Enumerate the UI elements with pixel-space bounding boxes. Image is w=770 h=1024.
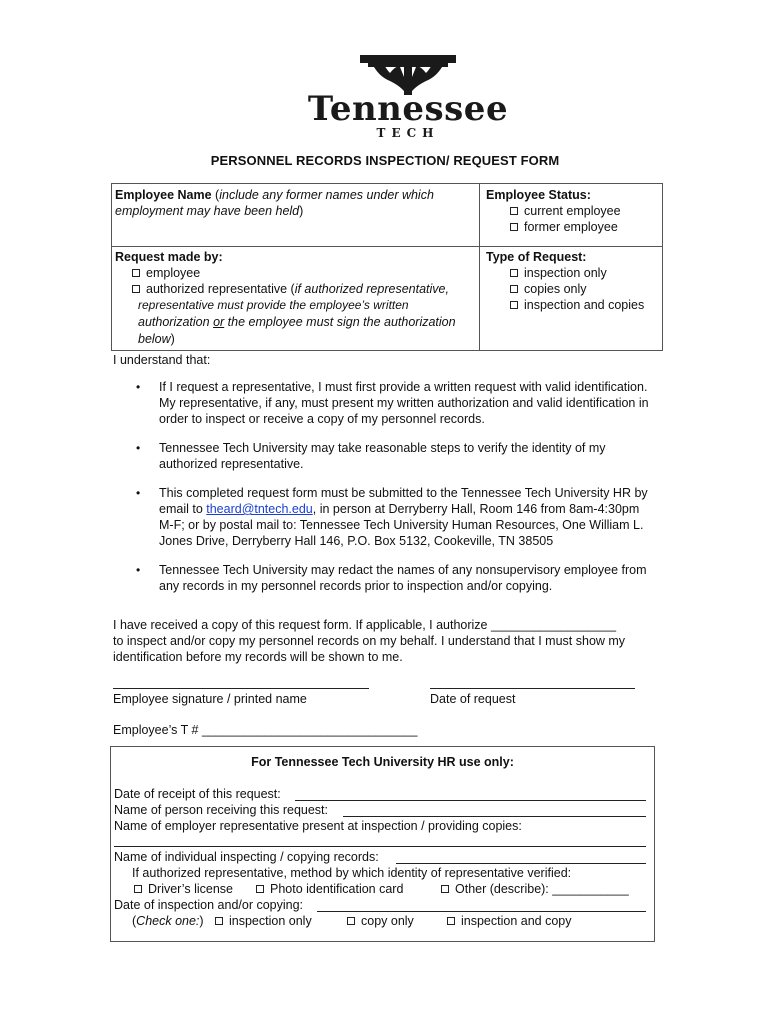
paren-close: ) — [199, 914, 204, 928]
employee-status-cell — [486, 187, 661, 235]
request-made-by-cell — [115, 249, 477, 348]
checkbox-icon[interactable] — [215, 917, 223, 925]
box-divider-vertical — [479, 184, 480, 350]
checkbox-icon[interactable] — [447, 917, 455, 925]
receipt-date-label: Date of receipt of this request: — [114, 787, 281, 801]
hr-use-only-box — [110, 746, 655, 942]
employee-status-label: Employee Status: — [486, 188, 591, 202]
check-one-text: Check one: — [136, 914, 200, 928]
receipt-date-field[interactable] — [295, 800, 646, 801]
list-item: • If I request a representative, I must first provide a written request with valid identification. My representative, if any, must present my written authorization and valid identification in order to inspect or receive a copy of my personnel records. — [136, 379, 656, 427]
rep-note-or: or — [213, 315, 225, 329]
rep-note: representative must provide the employee’s written — [138, 298, 409, 312]
method-option-label: Photo identification card — [270, 882, 404, 896]
conditions-list — [136, 379, 656, 607]
status-option-label: former employee — [524, 220, 618, 234]
tennessee-tech-logo — [272, 55, 544, 140]
checkbox-icon[interactable] — [132, 285, 140, 293]
request-info-box — [111, 183, 663, 351]
inspector-field[interactable] — [396, 863, 646, 864]
request-by-option-label: authorized representative ( — [146, 282, 295, 296]
checkbox-icon[interactable] — [510, 207, 518, 215]
inspection-date-field[interactable] — [317, 911, 646, 912]
logo-subtitle: TECH — [376, 126, 440, 140]
type-of-request-cell — [486, 249, 661, 313]
date-of-request-label: Date of request — [430, 692, 516, 706]
final-option-both[interactable] — [447, 913, 572, 929]
checkbox-icon[interactable] — [256, 885, 264, 893]
final-option-label: copy only — [361, 914, 414, 928]
method-option-photo-id[interactable] — [256, 881, 403, 897]
rep-note-part: below — [138, 332, 171, 346]
paren-open: ( — [211, 188, 220, 202]
checkbox-icon[interactable] — [347, 917, 355, 925]
inspector-label: Name of individual inspecting / copying records: — [114, 850, 379, 864]
employee-name-note: include any former names under which employment may have been held — [115, 188, 434, 218]
status-option-former[interactable] — [486, 219, 661, 235]
list-item-text: This completed request form must be submitted to the Tennessee Tech University HR by email to — [159, 486, 648, 516]
receiver-field[interactable] — [343, 816, 646, 817]
rep-note-part: authorization — [138, 315, 214, 329]
checkbox-icon[interactable] — [510, 285, 518, 293]
signature-field[interactable] — [113, 688, 369, 689]
type-option-label: inspection and copies — [524, 298, 645, 312]
final-option-label: inspection and copy — [461, 914, 572, 928]
logo-wordmark: Tennessee — [307, 89, 509, 129]
method-option-label: Driver’s license — [148, 882, 233, 896]
request-by-employee[interactable] — [115, 265, 477, 281]
list-item: • Tennessee Tech University may take reasonable steps to verify the identity of my authorized representative. — [136, 440, 656, 472]
employer-rep-field[interactable] — [114, 846, 646, 847]
rep-note — [115, 331, 477, 348]
rep-note: if authorized representative, — [294, 282, 449, 296]
paren-open: ( — [132, 914, 137, 928]
type-option-both[interactable] — [486, 297, 661, 313]
t-number-field[interactable]: Employee’s T # _______________________________ — [113, 723, 418, 737]
authorize-line: identification before my records will be shown to me. — [113, 650, 403, 664]
request-by-representative[interactable] — [115, 281, 477, 297]
employee-name-cell[interactable] — [115, 187, 470, 219]
final-option-inspection[interactable] — [215, 913, 312, 929]
request-by-label: Request made by: — [115, 250, 223, 264]
rep-note-part: the employee must sign the authorization — [224, 315, 456, 329]
checkbox-icon[interactable] — [510, 223, 518, 231]
receiver-label: Name of person receiving this request: — [114, 803, 328, 817]
form-title: PERSONNEL RECORDS INSPECTION/ REQUEST FORM — [210, 153, 560, 168]
status-option-current[interactable] — [486, 203, 661, 219]
check-one-label — [132, 913, 204, 929]
method-option-other[interactable] — [441, 881, 629, 897]
type-option-label: copies only — [524, 282, 587, 296]
status-option-label: current employee — [524, 204, 621, 218]
checkbox-icon[interactable] — [510, 301, 518, 309]
list-item-text: , in person at Derryberry Hall, Room 146 from 8am-4:30pm M-F; or by postal mail to: Tennessee Tech University Human Resources, One William L. Jones Drive, Derryberry Hall 146, P.O. Box 5132, Cookeville, TN 38505 — [159, 502, 644, 548]
rep-note — [115, 314, 477, 331]
box-divider-horizontal — [112, 246, 662, 247]
list-item: • Tennessee Tech University may redact the names of any nonsupervisory employee from any records in my personnel records prior to inspection and/or copying. — [136, 562, 656, 594]
employer-rep-label: Name of employer representative present at inspection / providing copies: — [114, 819, 522, 833]
final-option-copy[interactable] — [347, 913, 414, 929]
type-option-copies[interactable] — [486, 281, 661, 297]
checkbox-icon[interactable] — [132, 269, 140, 277]
type-label: Type of Request: — [486, 250, 587, 264]
checkbox-icon[interactable] — [441, 885, 449, 893]
checkbox-icon[interactable] — [510, 269, 518, 277]
hr-email-link[interactable]: theard@tntech.edu — [206, 502, 313, 516]
date-of-request-field[interactable] — [430, 688, 635, 689]
understand-heading: I understand that: — [113, 353, 211, 367]
employee-name-label: Employee Name — [115, 188, 212, 202]
final-option-label: inspection only — [229, 914, 312, 928]
list-item — [136, 485, 656, 549]
request-by-option-label: employee — [146, 266, 201, 280]
type-option-label: inspection only — [524, 266, 607, 280]
authorize-line: to inspect and/or copy my personnel records on my behalf. I understand that I must show my — [113, 634, 626, 648]
method-label: If authorized representative, method by which identity of representative verified: — [132, 866, 572, 880]
type-option-inspection[interactable] — [486, 265, 661, 281]
inspection-date-label: Date of inspection and/or copying: — [114, 898, 304, 912]
checkbox-icon[interactable] — [134, 885, 142, 893]
paren-close: ) — [170, 332, 175, 346]
authorize-line[interactable]: I have received a copy of this request form. If applicable, I authorize __________________ — [113, 618, 617, 632]
signature-label: Employee signature / printed name — [113, 692, 307, 706]
hr-box-title: For Tennessee Tech University HR use only: — [251, 755, 514, 769]
method-option-label: Other (describe): ___________ — [455, 882, 629, 896]
paren-close: ) — [299, 204, 304, 218]
method-option-license[interactable] — [134, 881, 233, 897]
